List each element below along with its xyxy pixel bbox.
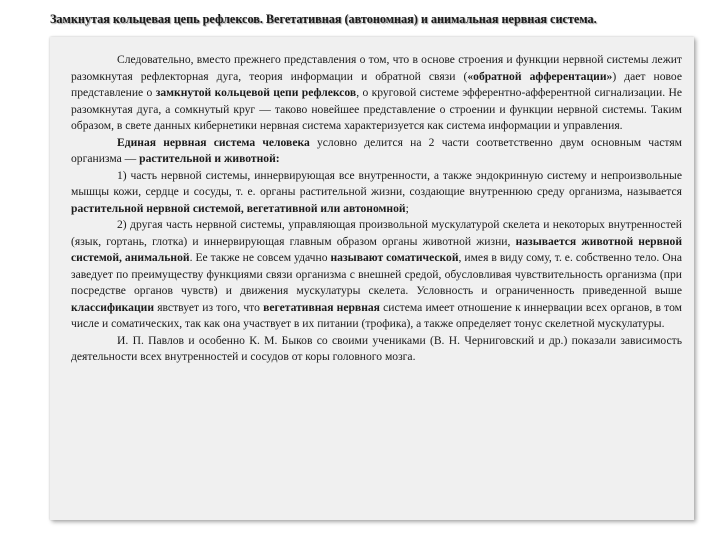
text-run: 1) часть нервной системы, иннервирующая все внутренности, а также эндокринную систему и непроизвольные мышцы кожи, сердце и сосуды, т. е. органы растительной жизни, создающие внутреннюю среду организма, называется [71,168,682,198]
text-run: . Ее также не совсем удачно [189,251,331,264]
paragraph-1 [71,52,682,135]
text-run: ) дает новое представление о [71,69,682,99]
text-run: Следовательно, вместо прежнего представления о том, что в основе строения и функции нервной системы лежит разомкнутая рефлекторная дуга, теория информации и обратной связи ( [71,53,682,83]
bold-term: называется животной нервной системой, анимальной [71,234,682,264]
text-run: И. П. Павлов и особенно К. М. Быков со своими учениками (В. Н. Черниговский и др.) показали зависимость деятельности всех внутренностей и сосудов от коры головного мозга. [71,333,682,363]
text-run: явствует из того, что [154,300,264,314]
bold-term: вегетативная нервная [263,300,380,314]
text-run: , о круговой системе эфферентно-афферентной сигнализации. Не разомкнутая дуга, а сомкнутый круг — таково новейшее представление о строении и функции нервной системы. Таким образом, в свете данных кибернетики нервная система характеризуется как система информации и управления. [71,86,682,132]
bold-term: классификации [71,300,154,314]
bold-term: замкнутой кольцевой цепи рефлексов [155,86,357,99]
paragraph-4 [71,217,682,333]
paragraph-3 [71,168,682,218]
paragraph-5 [71,333,682,366]
text-run: , имея в виду сому, т. е. собственно тело. Она заведует по преимуществу функциями связи организма с внешней средой, обусловливая чувствительность организма (при посредстве органов чувств) и движения мускулатуры скелета. Условность и ограниченность приведенной выше [71,251,683,297]
text-run: условно делится на 2 части соответственно двум основным частям организма — [71,135,683,165]
bold-term: растительной нервной системой, вегетативной или автономной [71,201,406,215]
bold-term: «обратной афферентации» [467,69,613,83]
paragraph-2 [71,135,682,168]
bold-term: называют соматической [330,251,459,264]
text-run: 2) другая часть нервной системы, управляющая произвольной мускулатурой скелета и некоторых внутренностей (язык, гортань, глотка) и иннервирующая главным образом органы животной жизни, [71,218,682,248]
slide-title: Замкнутая кольцевая цепь рефлексов. Вегетативная (автономная) и анимальная нервная система. [50,12,597,26]
bold-term: Единая нервная система человека [117,135,310,149]
text-run: система имеет отношение к иннервации всех органов, в том числе и соматических, так как она участвует в их питании (трофика), а также определяет тонус скелетной мускулатуры. [71,300,682,330]
bold-term: растительной и животной: [139,152,280,165]
body-text [71,52,682,366]
text-run: ; [405,201,409,215]
